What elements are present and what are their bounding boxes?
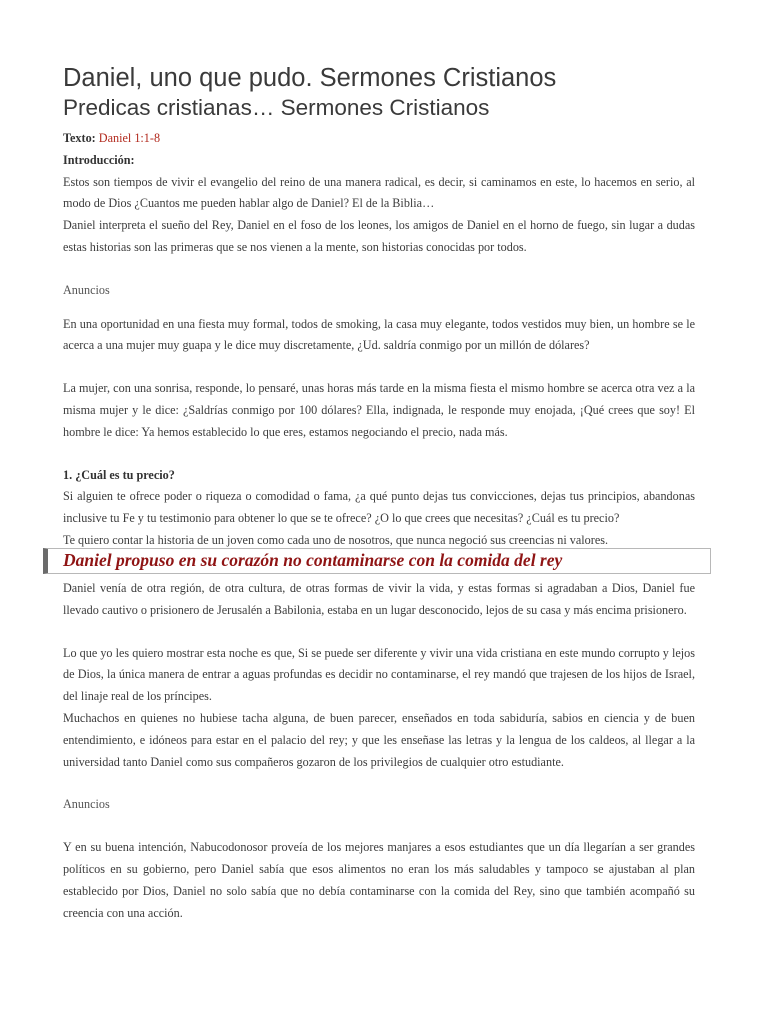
page-title: Daniel, uno que pudo. Sermones Cristianos [63,64,557,92]
texto-label: Texto: [63,131,96,145]
section-heading-daniel-propuso: Daniel propuso en su corazón no contaminarse con la comida del rey [43,548,711,574]
paragraph-intro-1: Estos son tiempos de vivir el evangelio del reino de una manera radical, es decir, si caminamos en este, lo hacemos en serio, al modo de Dios ¿Cuantos me pueden hablar algo de Daniel? El de la Biblia… [63,174,695,211]
paragraph-muchachos: Muchachos en quienes no hubiese tacha alguna, de buen parecer, enseñados en toda sabiduría, sabios en ciencia y de buen entendimiento, e idóneos para estar en el palacio del rey; y que les enseñase las letras y la lengua de los caldeos, al llegar a la universidad tanto Daniel como sus compañeros gozaron de los privilegios de cualquier otro estudiante. [63,710,695,769]
page-subtitle: Predicas cristianas… Sermones Cristianos [63,95,490,120]
article-body-bottom [63,578,695,924]
introduccion-label: Introducción: [63,152,135,167]
texto-line [63,128,695,150]
anuncios-label: Anuncios [63,282,110,297]
paragraph-intro-2: Daniel interpreta el sueño del Rey, Daniel en el foso de los leones, los amigos de Daniel en el horno de fuego, sin lugar a dudas estas historias son las primeras que se nos vienen a la mente, son historias conocidas por todos. [63,218,695,254]
paragraph-precio: Si alguien te ofrece poder o riqueza o comodidad o fama, ¿a qué punto dejas tus convicciones, dejas tus principios, abandonas inclusive tu Fe y tu testimonio para obtener lo que se te ofrece? ¿O lo que crees que necesitas? ¿Cuál es tu precio? [63,489,695,526]
paragraph-mujer: La mujer, con una sonrisa, responde, lo pensaré, unas horas más tarde en la misma fiesta el mismo hombre se acerca otra vez a la misma mujer y le dice: ¿Saldrías conmigo por 100 dólares? Ella, indignada, le responde muy enojada, ¡Qué crees que soy! El hombre le dice: Ya hemos establecido lo que eres, estamos negociando el precio, nada más. [63,381,695,439]
section-heading-precio: 1. ¿Cuál es tu precio? [63,467,175,482]
paragraph-historia: Te quiero contar la historia de un joven como cada uno de nosotros, que nunca negoció sus creencias ni valores. [63,532,609,547]
article-body-top [63,128,695,552]
anuncios-label-2: Anuncios [63,797,110,812]
paragraph-daniel-venia: Daniel venía de otra región, de otra cultura, de otras formas de vivir la vida, y estas formas si agradaban a Dios, Daniel fue llevado cautivo o prisionero de Jerusalén a Babilonia, estaba en un lugar desconocido, lejos de su casa y más encima prisionero. [63,581,695,617]
paragraph-fiesta: En una oportunidad en una fiesta muy formal, todos de smoking, la casa muy elegante, todos vestidos muy bien, un hombre se le acerca a una mujer muy guapa y le dice muy discretamente, ¿Ud. saldría conmigo por un millón de dólares? [63,316,695,353]
paragraph-mostrar: Lo que yo les quiero mostrar esta noche es que, Si se puede ser diferente y vivir una vida cristiana en este mundo corrupto y lejos de Dios, la única manera de entrar a aguas profundas es decidir no contaminarse, el rey mandó que trajesen de los hijos de Israel, del linaje real de los príncipes. [63,645,695,704]
scripture-reference-link[interactable]: Daniel 1:1-8 [98,131,161,145]
paragraph-nabucodonosor: Y en su buena intención, Nabucodonosor proveía de los mejores manjares a esos estudiantes que un día llegarían a ser grandes políticos en su gobierno, pero Daniel sabía que esos alimentos no eran los más saludables y tampoco se ajustaban al plan establecido por Dios, Daniel no solo sabía que no debía contaminarse con la comida del Rey, sino que también acompañó su creencia con una acción. [63,840,695,920]
